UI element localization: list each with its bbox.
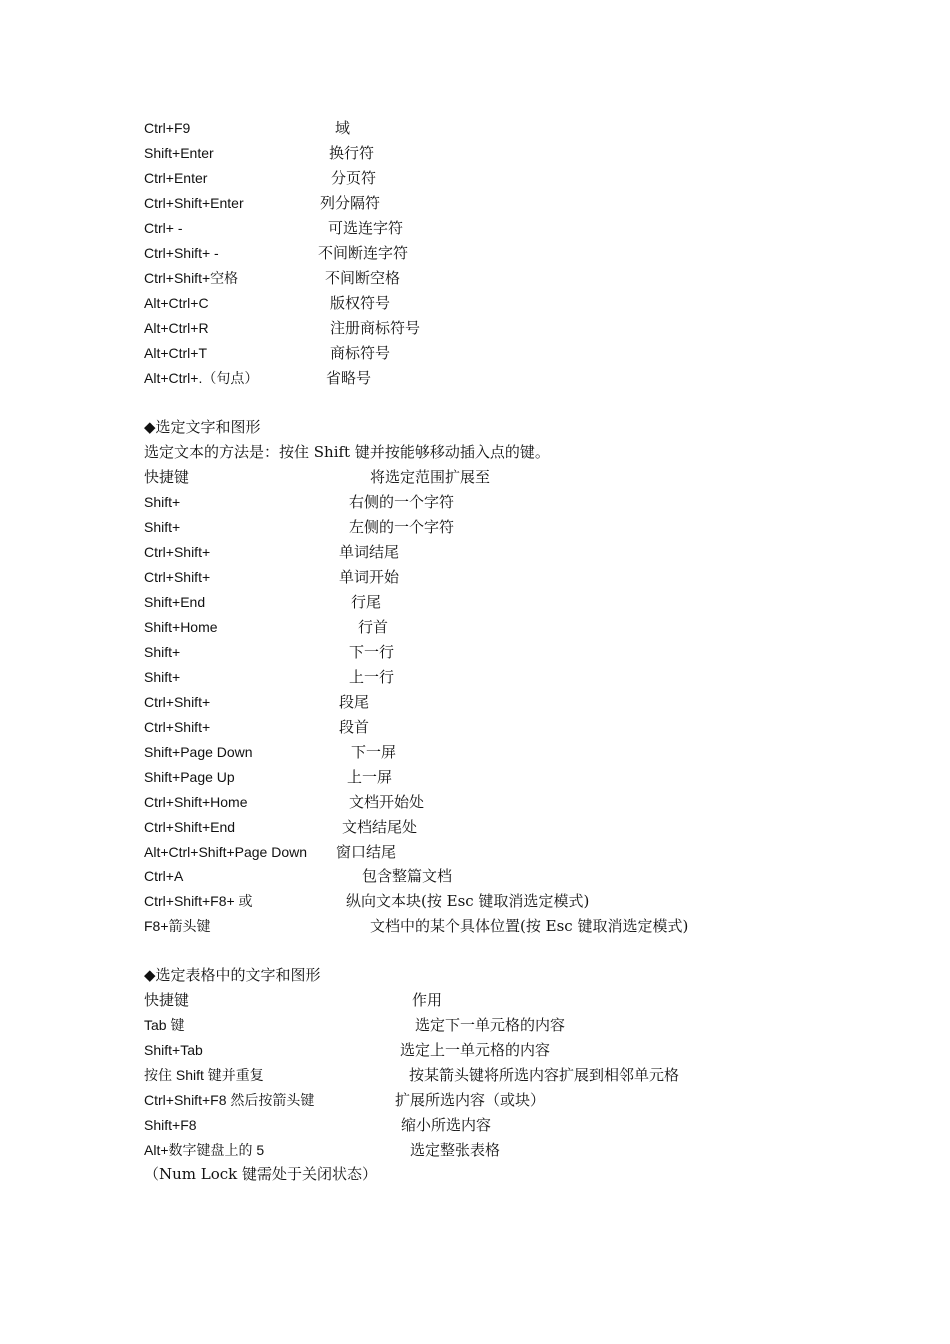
shortcut-desc: 选定下一单元格的内容 — [415, 1016, 566, 1034]
shortcut-key: Shift+End — [144, 594, 206, 610]
shortcut-desc: 行首 — [358, 618, 389, 636]
shortcut-key: Ctrl+Shift+ — [144, 719, 211, 735]
shortcut-key: Ctrl+Shift+ — [144, 544, 211, 560]
shortcut-key: Alt+Ctrl+C — [144, 295, 209, 311]
shortcut-desc: 可选连字符 — [328, 219, 404, 237]
section-intro: 选定文本的方法是：按住 Shift 键并按能够移动插入点的键。 — [144, 443, 550, 461]
shortcut-key: Shift+Enter — [144, 145, 214, 161]
shortcut-desc: 下一屏 — [351, 743, 397, 761]
shortcut-desc: 左侧的一个字符 — [349, 518, 455, 536]
section-heading: ◆选定文字和图形 — [144, 418, 261, 436]
shortcut-key: Ctrl+A — [144, 868, 184, 884]
shortcut-desc: 省略号 — [326, 369, 372, 387]
shortcut-key: Ctrl+Shift+空格 — [144, 270, 239, 286]
shortcut-key: Shift+Page Up — [144, 769, 235, 785]
shortcut-desc: 域 — [335, 119, 351, 137]
shortcut-desc: 换行符 — [329, 144, 375, 162]
shortcut-key: Ctrl+Shift+ — [144, 569, 211, 585]
shortcut-desc: 窗口结尾 — [336, 843, 397, 861]
header-key: 快捷键 — [144, 991, 190, 1009]
header-desc: 将选定范围扩展至 — [370, 468, 491, 486]
shortcut-key: Shift+F8 — [144, 1117, 197, 1133]
shortcut-desc: 包含整篇文档 — [362, 867, 453, 885]
shortcut-key: F8+箭头键 — [144, 918, 211, 934]
shortcut-key: Ctrl+Shift+F8+ 或 — [144, 893, 253, 909]
shortcut-desc: 文档结尾处 — [342, 818, 418, 836]
shortcut-key: Alt+数字键盘上的 5 — [144, 1142, 265, 1158]
shortcut-key: Ctrl+Shift+F8 然后按箭头键 — [144, 1092, 315, 1108]
shortcut-desc: 段尾 — [339, 693, 370, 711]
shortcut-desc: 上一屏 — [347, 768, 393, 786]
shortcut-key: 按住 Shift 键并重复 — [144, 1067, 264, 1083]
shortcut-desc: 下一行 — [349, 643, 395, 661]
shortcut-key: Ctrl+F9 — [144, 120, 191, 136]
shortcut-key: Alt+Ctrl+Shift+Page Down — [144, 844, 308, 860]
shortcut-key: Ctrl+Shift+ — [144, 694, 211, 710]
shortcut-key: Shift+Page Down — [144, 744, 253, 760]
shortcut-desc: 单词开始 — [339, 568, 400, 586]
shortcut-key: Alt+Ctrl+.（句点） — [144, 370, 259, 386]
shortcut-key: Alt+Ctrl+T — [144, 345, 208, 361]
shortcut-key: Ctrl+Shift+Enter — [144, 195, 244, 211]
shortcut-key: Alt+Ctrl+R — [144, 320, 209, 336]
shortcut-desc: 商标符号 — [330, 344, 391, 362]
shortcut-key: Shift+Home — [144, 619, 218, 635]
shortcut-desc: 上一行 — [349, 668, 395, 686]
shortcut-desc: 注册商标符号 — [330, 319, 421, 337]
header-key: 快捷键 — [144, 468, 190, 486]
shortcut-desc: 文档中的某个具体位置(按 Esc 键取消选定模式) — [370, 917, 689, 935]
shortcut-key: Ctrl+Shift+Home — [144, 794, 248, 810]
shortcut-desc: 版权符号 — [330, 294, 391, 312]
shortcut-desc: 列分隔符 — [320, 194, 381, 212]
shortcut-desc: 单词结尾 — [339, 543, 400, 561]
shortcut-desc: 右侧的一个字符 — [349, 493, 455, 511]
shortcut-desc: 行尾 — [351, 593, 382, 611]
shortcut-desc: 选定上一单元格的内容 — [400, 1041, 551, 1059]
shortcut-key: Shift+ — [144, 669, 181, 685]
shortcut-desc: 扩展所选内容（或块） — [395, 1091, 546, 1109]
shortcut-desc: 选定整张表格 — [410, 1141, 501, 1159]
shortcut-key: Shift+ — [144, 494, 181, 510]
shortcut-desc: 不间断连字符 — [318, 244, 409, 262]
shortcut-key: Shift+ — [144, 644, 181, 660]
shortcut-key: Ctrl+Shift+End — [144, 819, 236, 835]
shortcut-desc: 缩小所选内容 — [401, 1116, 492, 1134]
shortcut-desc: 不间断空格 — [325, 269, 401, 287]
shortcut-key: Ctrl+ - — [144, 220, 183, 236]
section-heading: ◆选定表格中的文字和图形 — [144, 966, 321, 984]
section-note: （Num Lock 键需处于关闭状态） — [144, 1165, 378, 1183]
shortcut-desc: 文档开始处 — [349, 793, 425, 811]
shortcut-desc: 段首 — [339, 718, 370, 736]
shortcut-key: Shift+ — [144, 519, 181, 535]
shortcut-desc: 纵向文本块(按 Esc 键取消选定模式) — [346, 892, 590, 910]
shortcut-key: Shift+Tab — [144, 1042, 203, 1058]
shortcut-desc: 分页符 — [331, 169, 377, 187]
shortcut-key: Ctrl+Shift+ - — [144, 245, 219, 261]
shortcut-key: Ctrl+Enter — [144, 170, 208, 186]
header-desc: 作用 — [412, 991, 443, 1009]
shortcut-key: Tab 键 — [144, 1017, 185, 1033]
shortcut-desc: 按某箭头键将所选内容扩展到相邻单元格 — [409, 1066, 680, 1084]
